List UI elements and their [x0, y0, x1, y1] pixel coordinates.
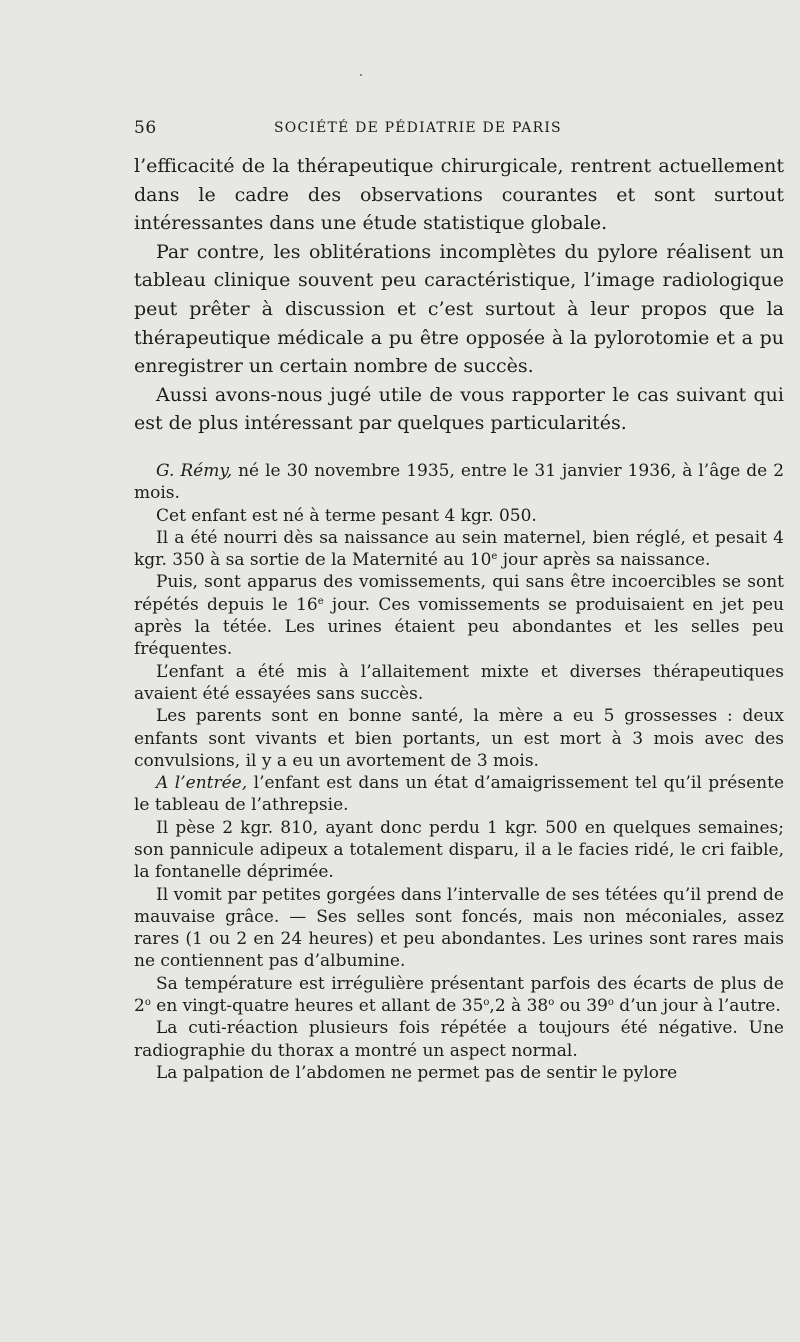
observation-section	[134, 460, 784, 1084]
italic-phrase: A l’entrée,	[156, 773, 248, 794]
running-title: SOCIÉTÉ DE PÉDIATRIE DE PARIS	[274, 120, 562, 136]
observation-paragraph: Les parents sont en bonne santé, la mère a eu 5 grossesses : deux enfants sont vivants et bien portants, un est mort à 3 mois avec des convulsions, il y a eu un avortement de 3 mois.	[134, 706, 784, 771]
observation-paragraph: L’enfant a été mis à l’allaitement mixte et diverses thérapeutiques avaient été essayées sans succès.	[134, 661, 784, 704]
observation-paragraph: Sa température est irrégulière présentant parfois des écarts de plus de 2$^o$ en vingt-quatre heures et allant de 35$^o$,2 à 38$^o$ ou 39$^o$ d’un jour à l’autre.	[134, 973, 784, 1017]
observation-paragraph: Puis, sont apparus des vomissements, qui sans être incoercibles se sont répétés depuis le 16e jour. Ces vomissements se produisaient en jet peu après la tétée. Les urines étaient peu abondantes et les selles peu fréquentes.	[134, 572, 784, 660]
patient-name: G. Rémy,	[156, 460, 233, 481]
observation-paragraph: G. Rémy, né le 30 novembre 1935, entre le 31 janvier 1936, à l’âge de 2 mois.	[134, 460, 785, 504]
intro-paragraph: Aussi avons-nous jugé utile de vous rapporter le cas suivant qui est de plus intéressant par quelques particularités.	[134, 383, 784, 435]
page-number: 56	[134, 118, 157, 138]
intro-paragraph: Par contre, les oblitérations incomplètes du pylore réalisent un tableau clinique souvent peu caractéristique, l’image radiologique peut prêter à discussion et c’est surtout à leur propos que la thérapeutique médicale a pu être opposée à la pylorotomie et a pu enregistrer un certain nombre de succès.	[134, 240, 784, 378]
observation-paragraph: La cuti-réaction plusieurs fois répétée a toujours été négative. Une radiographie du thorax a montré un aspect normal.	[134, 1018, 784, 1061]
observation-paragraph: Il pèse 2 kgr. 810, ayant donc perdu 1 kgr. 500 en quelques semaines; son pannicule adipeux a totalement disparu, il a le facies ridé, le cri faible, la fontanelle déprimée.	[134, 817, 784, 883]
observation-paragraph: Cet enfant est né à terme pesant 4 kgr. 050.	[156, 505, 537, 526]
speck-mark	[360, 74, 362, 76]
observation-paragraph: Il a été nourri dès sa naissance au sein maternel, bien réglé, et pesait 4 kgr. 350 à sa sortie de la Maternité au 10e jour après sa naissance.	[134, 527, 784, 571]
observation-paragraph: Il vomit par petites gorgées dans l’intervalle de ses tétées qu’il prend de mauvaise grâce. — Ses selles sont foncés, mais non méconiales, assez rares (1 ou 2 en 24 heures) et peu abondantes. Les urines sont rares mais ne contiennent pas d’albumine.	[134, 884, 784, 972]
intro-section	[134, 152, 784, 438]
observation-paragraph: A l’entrée, l’enfant est dans un état d’amaigrissement tel qu’il présente le tableau de l’athrepsie.	[134, 773, 784, 816]
page-header	[134, 118, 784, 142]
observation-paragraph: La palpation de l’abdomen ne permet pas de sentir le pylore	[156, 1062, 678, 1083]
intro-paragraph: l’efficacité de la thérapeutique chirurgicale, rentrent actuellement dans le cadre des observations courantes et sont surtout intéressantes dans une étude statistique globale.	[134, 155, 784, 235]
page-body	[134, 152, 784, 1084]
